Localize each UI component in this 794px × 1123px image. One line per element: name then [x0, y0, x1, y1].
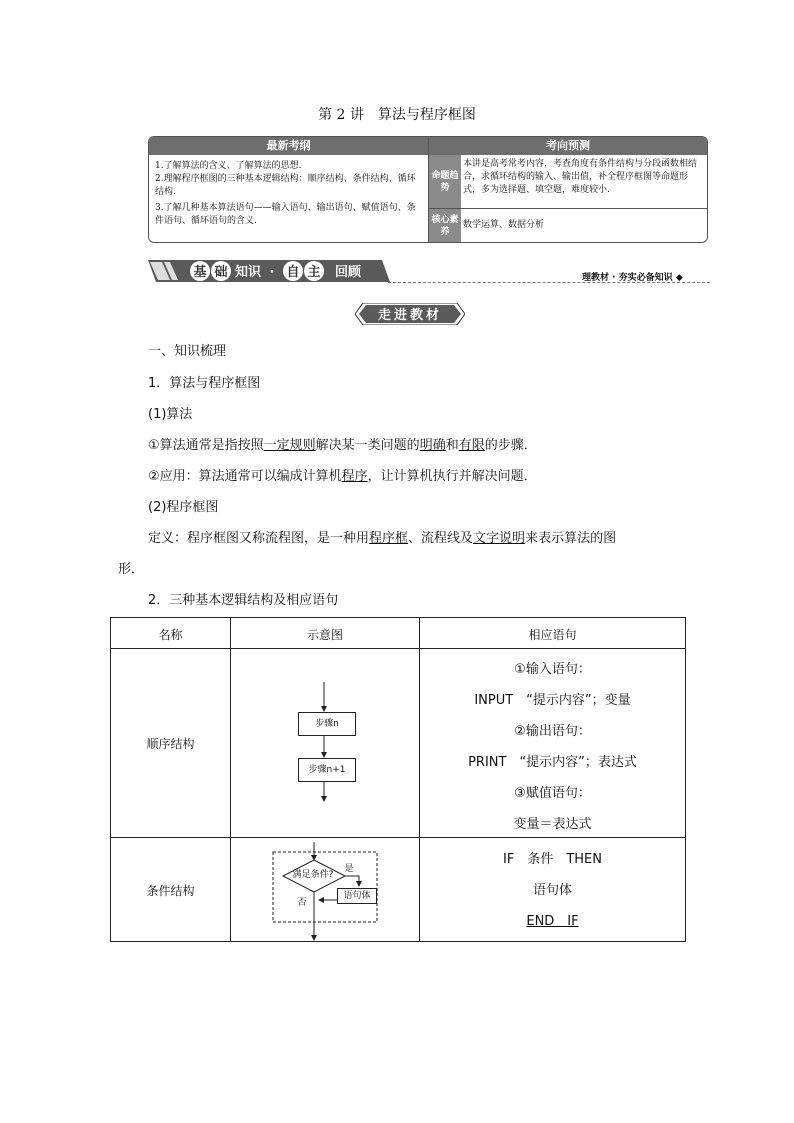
statement-line: END IF [526, 914, 579, 929]
syllabus-item: 2.理解程序框图的三种基本逻辑结构：顺序结构、条件结构、循环结构. [155, 174, 416, 197]
subheading-flowchart: (2)程序框图 [148, 500, 219, 515]
banner-char: 自 [286, 265, 300, 280]
heading-algorithm: 1．算法与程序框图 [148, 376, 261, 391]
statement-body-box: 语句体 [337, 888, 377, 904]
banner-char: 础 [214, 265, 228, 280]
banner-char: · [269, 265, 275, 280]
condition-diagram [231, 838, 419, 941]
banner-char: 回顾 [334, 265, 362, 280]
col-header: 相应语句 [528, 628, 577, 642]
literacy-text: 数学运算、数据分析 [463, 220, 545, 230]
statement-line: INPUT “提示内容”；变量 [474, 693, 631, 708]
statement-line: 语句体 [532, 883, 572, 898]
heading-knowledge: 一、知识梳理 [148, 344, 227, 359]
section-label-text: 走进教材 [377, 308, 443, 323]
statement-line: 变量＝表达式 [513, 817, 592, 832]
structure-name: 顺序结构 [146, 737, 195, 751]
section-banner [148, 258, 390, 284]
section-label [355, 303, 465, 325]
algo-definition: ①算法通常是指按照一定规则解决某一类问题的明确和有限的步骤． [148, 438, 537, 453]
heading-structures: 2．三种基本逻辑结构及相应语句 [148, 593, 339, 608]
banner-tag: 理教材 · 夯实必备知识 ◆ [582, 273, 683, 283]
diamond-icon: ◆ [675, 273, 683, 283]
no-label: 否 [297, 898, 307, 908]
statement-line: ①输入语句： [514, 662, 591, 677]
statement-line: ②输出语句： [514, 724, 591, 739]
statement-line: PRINT “提示内容”；表达式 [468, 755, 637, 770]
syllabus-item: 3.了解几种基本算法语句——输入语句、输出语句、赋值语句、条件语句、循环语句的含义. [155, 203, 416, 226]
algo-application: ②应用：算法通常可以编成计算机程序，让计算机执行并解决问题． [148, 469, 537, 484]
banner-char: 基 [193, 265, 207, 280]
trend-label: 命题趋势 [429, 155, 461, 208]
banner-char: 主 [307, 265, 321, 280]
col-header: 示意图 [306, 628, 343, 642]
syllabus-list [149, 155, 428, 242]
statement-line: IF 条件 THEN [503, 852, 602, 867]
condition-text: 满足条件? [292, 870, 334, 880]
step-n1-box: 步骤n+1 [298, 758, 356, 782]
step-n-box: 步骤n [298, 712, 356, 736]
literacy-label: 核心素养 [429, 209, 461, 242]
structure-name: 条件结构 [146, 884, 195, 898]
banner-char: 知识 [234, 265, 262, 280]
sequence-diagram [231, 649, 419, 837]
divider [429, 208, 707, 209]
col-header: 名称 [158, 628, 183, 642]
page-title: 第 2 讲 算法与程序框图 [318, 107, 476, 123]
forecast-header: 考向预测 [429, 137, 707, 155]
flowchart-definition-cont: 形． [118, 562, 145, 577]
flowchart-definition: 定义：程序框图又称流程图，是一种用程序框、流程线及文字说明来表示算法的图 [148, 531, 617, 546]
syllabus-header: 最新考纲 [149, 137, 428, 155]
trend-text: 本讲是高考常考内容，考查角度有条件结构与分段函数相结合，求循环结构的输入、输出值，补全程序框图等命题形式，多为选择题、填空题，难度较小. [463, 159, 698, 195]
structures-table [110, 617, 686, 942]
statement-line: ③赋值语句： [514, 786, 591, 801]
syllabus-summary-box [148, 136, 708, 243]
yes-label: 是 [344, 864, 354, 874]
syllabus-item: 1.了解算法的含义、了解算法的思想. [155, 161, 302, 171]
subheading-algo: (1)算法 [148, 407, 193, 422]
